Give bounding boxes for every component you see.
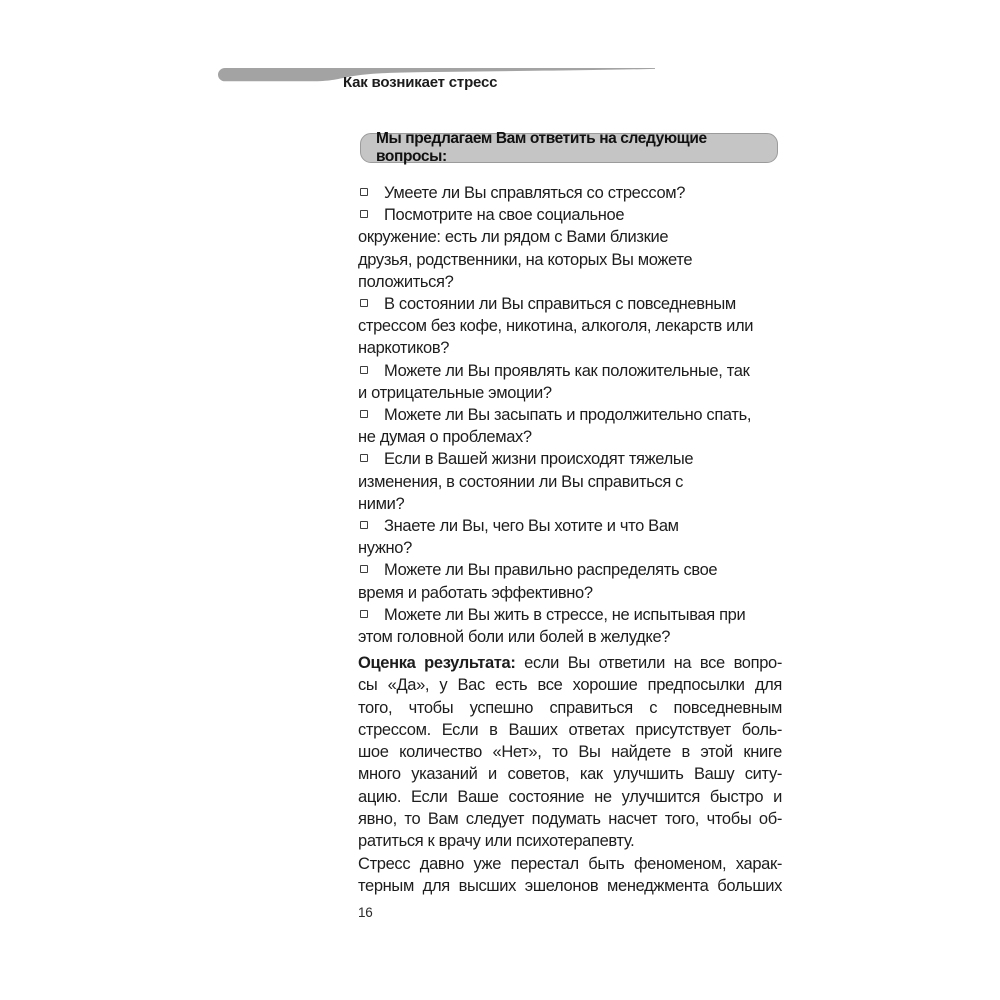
result-paragraph (358, 652, 782, 853)
question-line: стрессом без кофе, никотина, алкоголя, лекарств или (358, 317, 754, 336)
question-line: Умеете ли Вы справляться со стрессом? (384, 184, 686, 202)
question-item (358, 360, 782, 404)
question-line: и отрицательные эмоции? (358, 383, 552, 402)
paragraph-line: явно, то Вам следует подумать насчет того, чтобы об- (358, 810, 782, 829)
square-bullet-icon (360, 610, 368, 618)
square-bullet-icon (360, 299, 368, 307)
paragraph-line: терным для высших эшелонов менеджмента больших (358, 876, 782, 895)
square-bullet-icon (360, 521, 368, 529)
question-item (358, 204, 782, 293)
question-item (358, 182, 782, 204)
question-line: друзья, родственники, на которых Вы можете (358, 250, 693, 269)
question-line: Можете ли Вы правильно распределять свое (384, 561, 718, 580)
question-line: Если в Вашей жизни происходят тяжелые (384, 450, 694, 469)
paragraph-line: Стресс давно уже перестал быть феноменом, харак- (358, 854, 782, 873)
question-line: не думая о проблемах? (358, 428, 532, 447)
paragraph-line: ратиться к врачу или психотерапевту. (358, 832, 635, 851)
question-line: ними? (358, 494, 405, 513)
question-item (358, 515, 782, 559)
question-item (358, 448, 782, 515)
question-item (358, 559, 782, 603)
running-header-title: Как возникает стресс (343, 74, 498, 91)
question-line: Можете ли Вы засыпать и продолжительно спать, (384, 406, 752, 425)
closing-paragraph (358, 853, 782, 898)
square-bullet-icon (360, 188, 368, 196)
question-item (358, 404, 782, 448)
square-bullet-icon (360, 454, 368, 462)
section-banner (360, 130, 778, 165)
paragraph-line: стрессом. Если в Ваших ответах присутствует боль- (358, 720, 782, 739)
paragraph-line: шое количество «Нет», то Вы найдете в этой книге (358, 743, 782, 762)
question-line: наркотиков? (358, 339, 450, 358)
question-line: изменения, в состоянии ли Вы справиться с (358, 472, 684, 491)
question-line: этом головной боли или болей в желудке? (358, 628, 671, 647)
question-line: положиться? (358, 272, 454, 291)
question-line: время и работать эффективно? (358, 583, 593, 602)
body-paragraphs (358, 652, 782, 897)
page-number: 16 (358, 905, 373, 920)
question-line: В состоянии ли Вы справиться с повседневным (384, 295, 736, 314)
square-bullet-icon (360, 410, 368, 418)
paragraph-line: много указаний и советов, как улучшить Вашу ситу- (358, 765, 782, 784)
result-paragraph-lead: Оценка результата: (358, 654, 516, 672)
paragraph-line: сы «Да», у Вас есть все хорошие предпосылки для (358, 676, 782, 695)
paragraph-line: если Вы ответили на все вопро- (524, 654, 783, 672)
question-line: Знаете ли Вы, чего Вы хотите и что Вам (384, 517, 679, 536)
section-banner-label: Мы предлагаем Вам ответить на следующие вопросы: (376, 130, 707, 165)
question-line: нужно? (358, 539, 412, 558)
paragraph-line: ацию. Если Ваше состояние не улучшится быстро и (358, 787, 782, 806)
paragraph-line: того, чтобы успешно справиться с повседневным (358, 698, 782, 717)
question-line: Можете ли Вы проявлять как положительные, так (384, 361, 750, 380)
question-item (358, 293, 782, 360)
question-line: Посмотрите на свое социальное (384, 206, 625, 225)
questions-list (358, 182, 782, 648)
question-line: Можете ли Вы жить в стрессе, не испытывая при (384, 605, 746, 624)
square-bullet-icon (360, 366, 368, 374)
question-line: окружение: есть ли рядом с Вами близкие (358, 228, 669, 247)
question-item (358, 604, 782, 648)
square-bullet-icon (360, 210, 368, 218)
square-bullet-icon (360, 565, 368, 573)
